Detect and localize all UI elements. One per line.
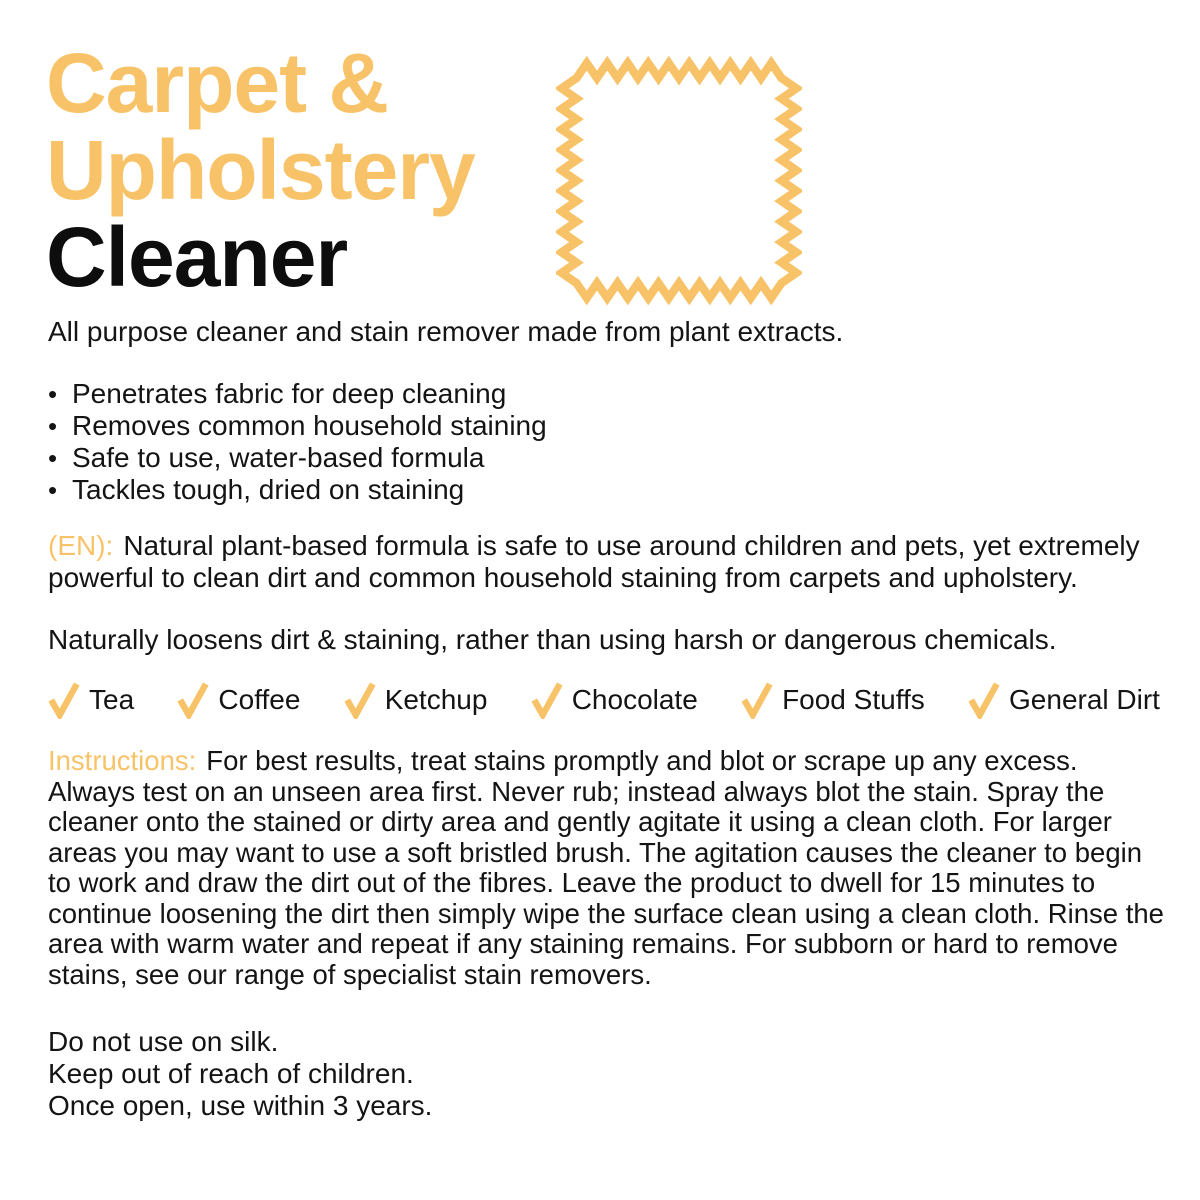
check-label: Chocolate (571, 684, 698, 715)
stain-check-row (48, 674, 1160, 726)
intro-text: All purpose cleaner and stain remover made from plant extracts. (48, 316, 844, 347)
check-icon (344, 681, 376, 719)
feature-list (48, 378, 1158, 506)
fabric-swatch-icon (556, 42, 802, 308)
feature-text: Removes common household staining (72, 410, 547, 441)
check-label: Food Stuffs (782, 684, 925, 715)
title-line-3: Cleaner (46, 210, 348, 304)
feature-item (48, 474, 1158, 506)
warning-silk: Do not use on silk. (48, 1026, 279, 1057)
check-icon (968, 681, 1000, 719)
title-line-2: Upholstery (46, 123, 475, 217)
en-label: (EN): (48, 530, 114, 561)
title-line-1: Carpet & (46, 36, 389, 130)
check-label: Coffee (218, 684, 301, 715)
footer-warnings (48, 1026, 1158, 1122)
bullet-icon: • (48, 443, 58, 473)
instructions-paragraph (48, 746, 1166, 990)
check-item-general-dirt (968, 681, 1160, 719)
check-item-ketchup (344, 681, 488, 719)
check-icon (531, 681, 563, 719)
en-paragraph (48, 530, 1158, 594)
check-icon (48, 681, 80, 719)
bullet-icon: • (48, 475, 58, 505)
feature-item (48, 442, 1158, 474)
check-item-coffee (177, 681, 300, 719)
feature-text: Tackles tough, dried on staining (72, 474, 465, 505)
check-label: General Dirt (1009, 684, 1160, 715)
label-body (48, 316, 1164, 1122)
check-item-chocolate (531, 681, 698, 719)
feature-item (48, 378, 1158, 410)
feature-item (48, 410, 1158, 442)
warning-expiry: Once open, use within 3 years. (48, 1090, 433, 1121)
feature-text: Penetrates fabric for deep cleaning (72, 378, 507, 409)
natural-loosens-text: Naturally loosens dirt & staining, rather than using harsh or dangerous chemicals. (48, 624, 1057, 655)
check-icon (741, 681, 773, 719)
instructions-text: For best results, treat stains promptly and blot or scrape up any excess. Always test on an unseen area first. Never rub; instead always blot the stain. Spray the cleaner onto the stained or dirty area and gently agitate it using a clean cloth. For larger areas you may want to use a soft bristled brush. The agitation causes the cleaner to begin to work and draw the dirt out of the fibres. Leave the product to dwell for 15 minutes to continue loosening the dirt then simply wipe the surface clean using a clean cloth. Rinse the area with warm water and repeat if any staining remains. For subborn or hard to remove stains, see our range of specialist stain removers. (48, 745, 1164, 990)
check-icon (177, 681, 209, 719)
bullet-icon: • (48, 379, 58, 409)
check-item-tea (48, 681, 134, 719)
en-text: Natural plant-based formula is safe to use around children and pets, yet extremely powerful to clean dirt and common household staining from carpets and upholstery. (48, 530, 1140, 593)
check-item-food-stuffs (741, 681, 925, 719)
check-label: Tea (89, 684, 135, 715)
product-title (46, 36, 475, 304)
check-label: Ketchup (384, 684, 488, 715)
feature-text: Safe to use, water-based formula (72, 442, 485, 473)
instructions-label: Instructions: (48, 745, 197, 776)
warning-children: Keep out of reach of children. (48, 1058, 414, 1089)
bullet-icon: • (48, 411, 58, 441)
